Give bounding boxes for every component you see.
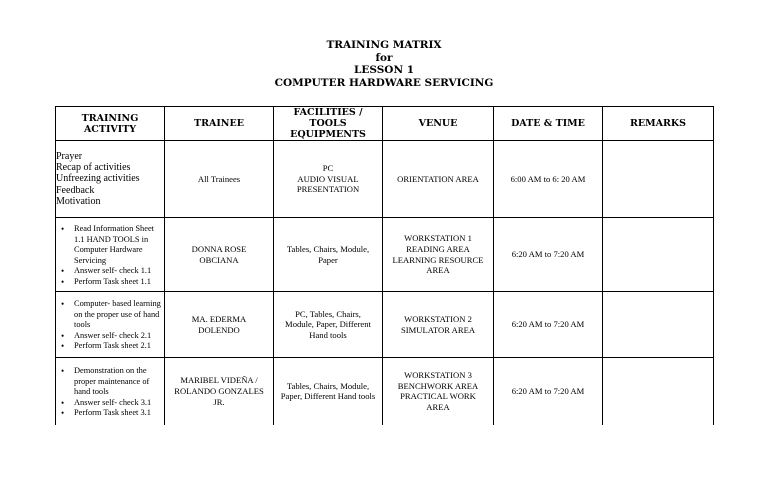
activity-cell: Prayer Recap of activities Unfreezing activities Feedback Motivation (56, 141, 165, 218)
activity-item: • Answer self- check 1.1 (74, 266, 162, 277)
header-date-time: DATE & TIME (494, 107, 603, 141)
trainee-cell: All Trainees (165, 141, 274, 218)
activity-item: • Perform Task sheet 1.1 (74, 277, 162, 288)
title-line-4: COMPUTER HARDWARE SERVICING (274, 76, 494, 89)
remarks-cell (603, 292, 714, 358)
trainee-cell: MARIBEL VIDEÑA / ROLANDO GONZALES JR. (165, 358, 274, 425)
activity-item: • Computer- based learning on the proper use of hand tools (74, 299, 162, 331)
venue-cell: WORKSTATION 1 READING AREA LEARNING RESOURCE AREA (383, 218, 494, 292)
activity-item: • Answer self- check 3.1 (74, 398, 162, 409)
title-line-3: LESSON 1 (353, 64, 415, 76)
remarks-cell (603, 218, 714, 292)
venue-cell: WORKSTATION 3 BENCHWORK AREA PRACTICAL WORK AREA (383, 358, 494, 425)
table-row (56, 141, 714, 218)
activity-cell (56, 358, 165, 425)
title-line-1: TRAINING MATRIX (326, 39, 442, 51)
header-facilities: FACILITIES / TOOLS EQUIPMENTS (274, 107, 383, 141)
venue-cell: WORKSTATION 2 SIMULATOR AREA (383, 292, 494, 358)
facilities-cell: Tables, Chairs, Module, Paper, Different Hand tools (274, 358, 383, 425)
facilities-cell: PC, Tables, Chairs, Module, Paper, Different Hand tools (274, 292, 383, 358)
facilities-cell: Tables, Chairs, Module, Paper (274, 218, 383, 292)
date-time-cell: 6:20 AM to 7:20 AM (494, 292, 603, 358)
activity-item: • Demonstration on the proper maintenance of hand tools (74, 366, 162, 398)
date-time-cell: 6:20 AM to 7:20 AM (494, 358, 603, 425)
table-row (56, 358, 714, 425)
header-venue: VENUE (383, 107, 494, 141)
activity-cell (56, 218, 165, 292)
activity-item: • Perform Task sheet 3.1 (74, 408, 162, 419)
activity-item: • Read Information Sheet 1.1 HAND TOOLS in Computer Hardware Servicing (74, 224, 162, 266)
table-row (56, 292, 714, 358)
document-title (0, 39, 768, 89)
date-time-cell: 6:00 AM to 6: 20 AM (494, 141, 603, 218)
table-row (56, 218, 714, 292)
activity-item: • Perform Task sheet 2.1 (74, 341, 162, 352)
header-remarks: REMARKS (603, 107, 714, 141)
remarks-cell (603, 141, 714, 218)
date-time-cell: 6:20 AM to 7:20 AM (494, 218, 603, 292)
facilities-cell: PC AUDIO VISUAL PRESENTATION (274, 141, 383, 218)
trainee-cell: DONNA ROSE OBCIANA (165, 218, 274, 292)
header-training-activity: TRAINING ACTIVITY (56, 107, 165, 141)
header-row (56, 107, 714, 141)
trainee-cell: MA. EDERMA DOLENDO (165, 292, 274, 358)
activity-cell (56, 292, 165, 358)
training-matrix-table (55, 106, 714, 425)
activity-item: • Answer self- check 2.1 (74, 331, 162, 342)
title-line-2: for (375, 51, 393, 64)
header-trainee: TRAINEE (165, 107, 274, 141)
remarks-cell (603, 358, 714, 425)
venue-cell: ORIENTATION AREA (383, 141, 494, 218)
